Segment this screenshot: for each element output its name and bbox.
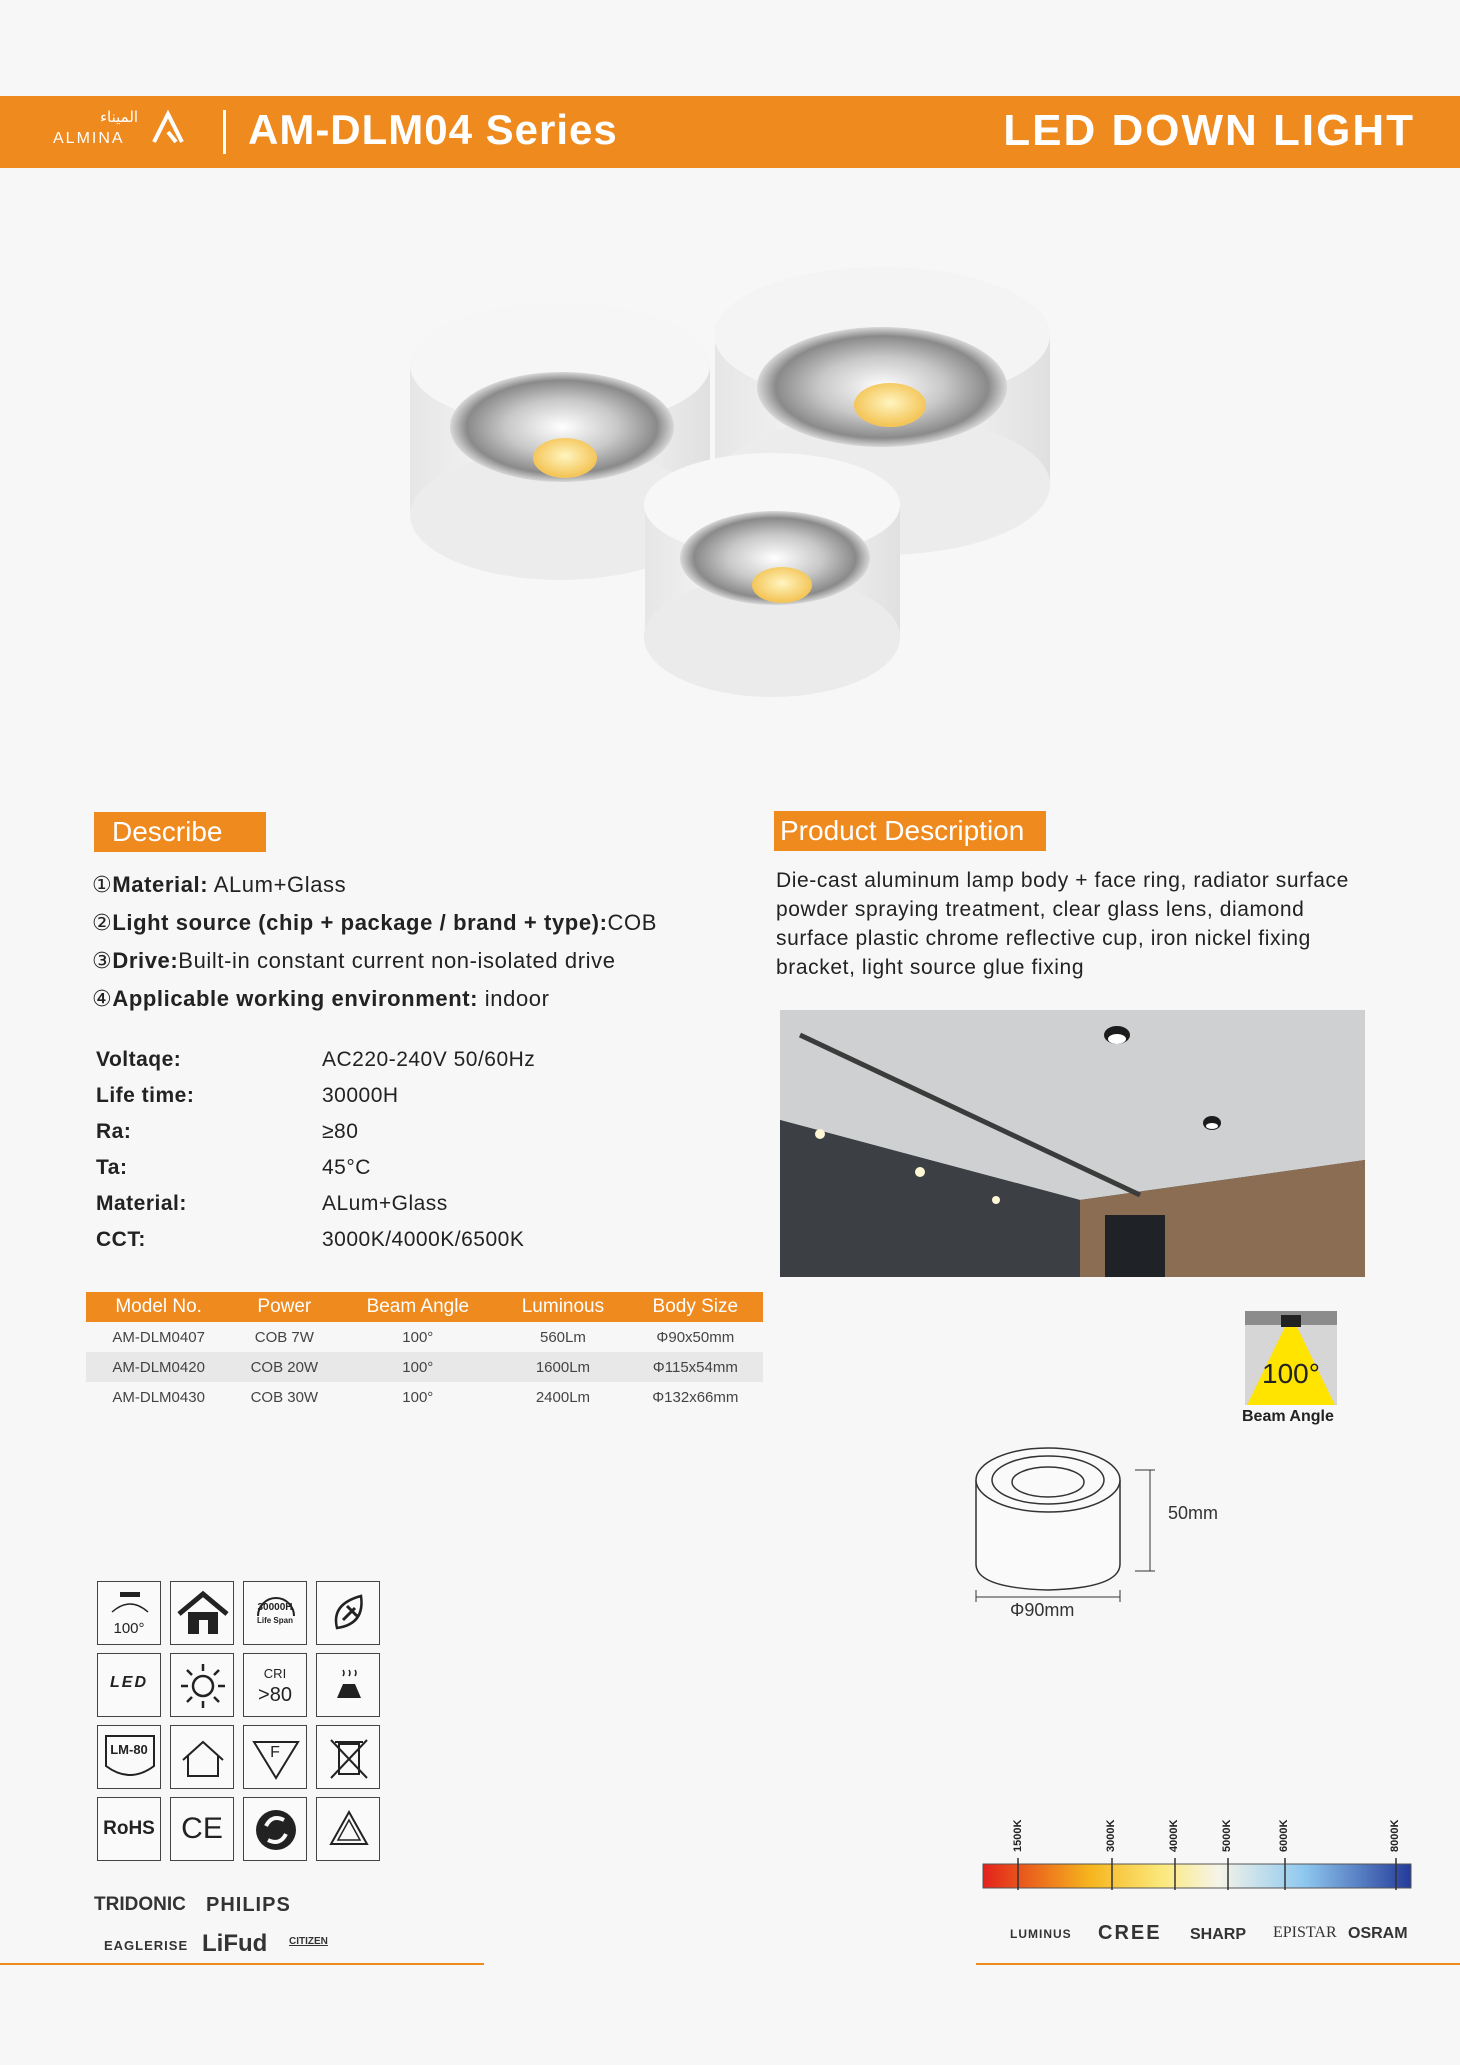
eco-plug-icon bbox=[316, 1581, 380, 1645]
table-cell: COB 20W bbox=[231, 1352, 337, 1382]
describe-list bbox=[92, 866, 772, 1018]
f-mark-icon: F bbox=[243, 1725, 307, 1789]
spec-row: CCT: 3000K/4000K/6500K bbox=[96, 1228, 525, 1251]
brand-sharp: SHARP bbox=[1190, 1926, 1247, 1943]
recycle-icon bbox=[316, 1797, 380, 1861]
cct-label: 1500K bbox=[1012, 1819, 1024, 1852]
describe-item: ①Material: ALum+Glass bbox=[92, 872, 347, 897]
brand-epistar: EPISTAR bbox=[1273, 1924, 1337, 1941]
header-divider bbox=[223, 110, 226, 154]
spec-row: Ta: 45°C bbox=[96, 1156, 371, 1179]
table-cell: 100° bbox=[402, 1388, 434, 1406]
cct-label: 3000K bbox=[1105, 1819, 1117, 1852]
cri-icon: CRI >80 bbox=[243, 1653, 307, 1717]
cct-label: 5000K bbox=[1221, 1819, 1233, 1852]
header-bar bbox=[0, 96, 1460, 168]
lm80-icon: LM-80 bbox=[97, 1725, 161, 1789]
footer-line-right bbox=[976, 1963, 1460, 1965]
describe-tag: Describe bbox=[94, 812, 266, 852]
table-cell: 560Lm bbox=[540, 1328, 586, 1346]
table-cell: Φ115x54mm bbox=[628, 1352, 763, 1382]
table-row bbox=[86, 1352, 763, 1382]
brand-philips: PHILIPS bbox=[206, 1894, 291, 1916]
table-cell: 100° bbox=[337, 1352, 498, 1382]
beam-angle-label: Beam Angle bbox=[1242, 1408, 1334, 1425]
table-cell: 100° bbox=[402, 1328, 434, 1346]
logo-arabic: الميناء bbox=[100, 109, 139, 126]
spec-row: Life time: 30000H bbox=[96, 1084, 399, 1107]
product-description-tag: Product Description bbox=[774, 811, 1046, 851]
table-header: Luminous bbox=[498, 1292, 627, 1322]
footer-line-left bbox=[0, 1963, 484, 1965]
table-row bbox=[86, 1382, 763, 1412]
weee-bin-icon bbox=[316, 1725, 380, 1789]
heat-dissipation-icon bbox=[316, 1653, 380, 1717]
table-cell: COB 7W bbox=[254, 1328, 314, 1346]
dimension-height: 50mm bbox=[1168, 1503, 1219, 1523]
indoor-use-icon bbox=[170, 1725, 234, 1789]
rohs-icon: RoHS bbox=[97, 1797, 161, 1861]
spec-list bbox=[96, 1042, 656, 1258]
brand-citizen: CITIZEN bbox=[289, 1936, 328, 1947]
product-photo bbox=[400, 265, 1070, 745]
brand-luminus: LUMINUS bbox=[1010, 1927, 1072, 1941]
dimension-drawing bbox=[970, 1440, 1170, 1625]
table-cell: AM-DLM0407 bbox=[112, 1328, 205, 1346]
spec-row: Material: ALum+Glass bbox=[96, 1192, 448, 1215]
table-cell: 2400Lm bbox=[535, 1388, 591, 1406]
indoor-house-icon bbox=[170, 1581, 234, 1645]
beam-100-icon: 100° bbox=[97, 1581, 161, 1645]
table-cell: COB 30W bbox=[250, 1388, 319, 1406]
brand-lifud: LiFud bbox=[202, 1930, 268, 1957]
table-header: Body Size bbox=[628, 1292, 763, 1322]
table-header: Power bbox=[231, 1292, 337, 1322]
cct-label: 6000K bbox=[1278, 1819, 1290, 1852]
product-description-text: Die-cast aluminum lamp body + face ring, radiator surface powder spraying treatment, clear glass lens, diamond surface plastic chrome reflective cup, iron nickel fixing bracket, light source glue fixing bbox=[776, 869, 1349, 979]
downlight-small bbox=[644, 453, 900, 697]
table-cell: AM-DLM0420 bbox=[86, 1352, 231, 1382]
life-span-icon: 30000H Life Span bbox=[243, 1581, 307, 1645]
describe-item: ③Drive:Built-in constant current non-isolated drive bbox=[92, 948, 616, 973]
led-icon: LED bbox=[97, 1653, 161, 1717]
describe-item: ④Applicable working environment: indoor bbox=[92, 986, 550, 1011]
product-title: LED DOWN LIGHT bbox=[1003, 106, 1415, 155]
table-cell: AM-DLM0430 bbox=[112, 1388, 205, 1406]
table-cell: Φ132x66mm bbox=[652, 1388, 739, 1406]
dimension-diameter: Φ90mm bbox=[1010, 1600, 1075, 1620]
almina-logo-icon bbox=[150, 110, 186, 146]
table-row bbox=[86, 1322, 763, 1352]
series-title: AM-DLM04 Series bbox=[248, 106, 618, 153]
cct-color-bar bbox=[982, 1858, 1412, 1890]
cct-label: 8000K bbox=[1389, 1819, 1401, 1852]
model-table bbox=[86, 1292, 763, 1412]
ceiling-scene-photo bbox=[780, 1010, 1365, 1277]
brand-osram: OSRAM bbox=[1348, 1925, 1408, 1942]
describe-item: ②Light source (chip + package / brand + type):COB bbox=[92, 910, 658, 935]
logo-text: ALMINA bbox=[53, 130, 125, 147]
table-cell: Φ90x50mm bbox=[656, 1328, 735, 1346]
sun-brightness-icon bbox=[170, 1653, 234, 1717]
ce-icon: CE bbox=[170, 1797, 234, 1861]
green-dot-icon bbox=[243, 1797, 307, 1861]
beam-angle-value: 100° bbox=[1262, 1358, 1320, 1389]
brand-eaglerise: EAGLERISE bbox=[104, 1938, 189, 1953]
brand-tridonic: TRIDONIC bbox=[94, 1894, 186, 1915]
table-header: Model No. bbox=[86, 1292, 231, 1322]
cct-label: 4000K bbox=[1168, 1819, 1180, 1852]
spec-row: Voltaqe: AC220-240V 50/60Hz bbox=[96, 1048, 536, 1071]
table-header-row bbox=[86, 1292, 763, 1322]
brand-cree: CREE bbox=[1098, 1922, 1162, 1944]
table-header: Beam Angle bbox=[337, 1292, 498, 1322]
table-cell: 1600Lm bbox=[498, 1352, 627, 1382]
spec-row: Ra: ≥80 bbox=[96, 1120, 359, 1143]
